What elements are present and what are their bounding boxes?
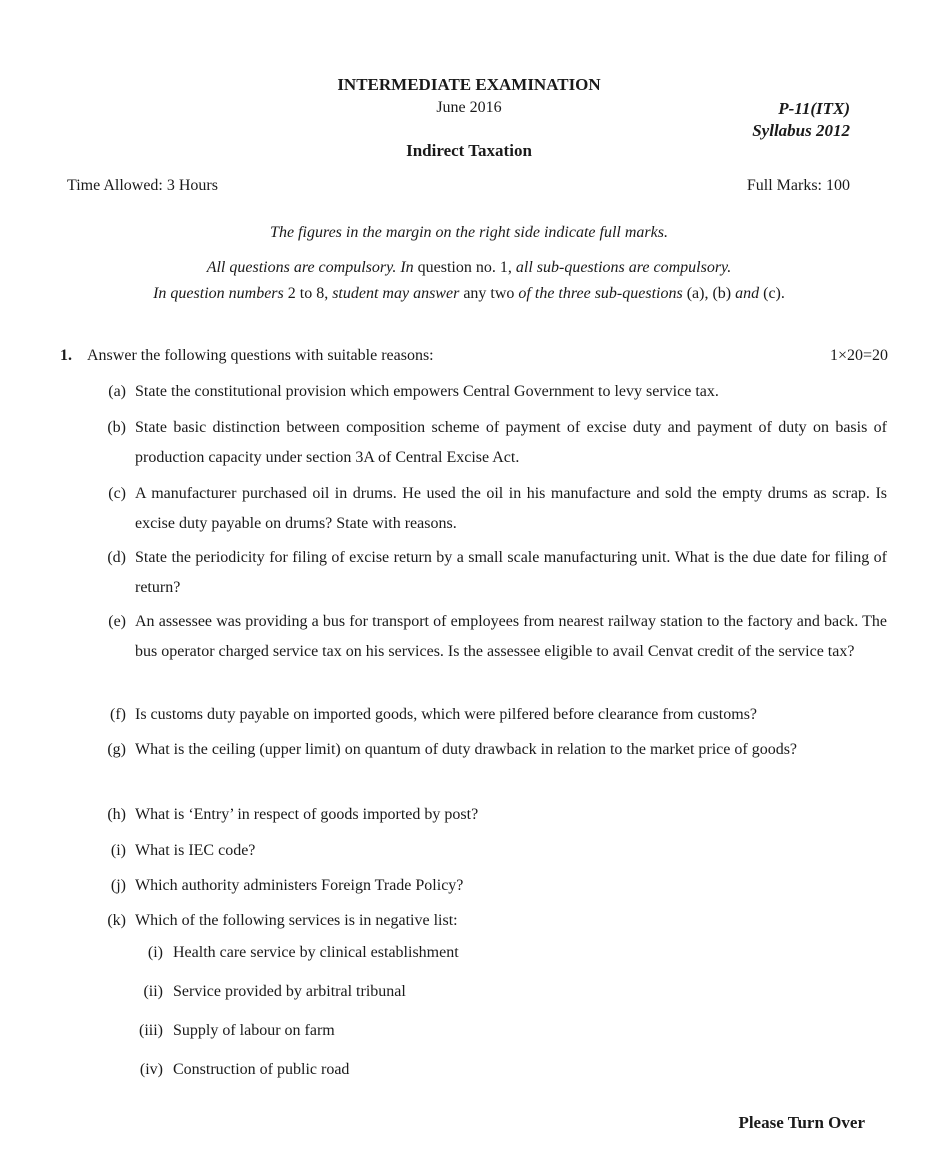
sub-label: (c) bbox=[108, 485, 126, 502]
option-label: (i) bbox=[147, 944, 163, 961]
please-turn-over: Please Turn Over bbox=[738, 1113, 865, 1132]
time-allowed: Time Allowed: 3 Hours bbox=[67, 177, 218, 194]
sub-question: Which of the following services is in negative list: bbox=[135, 912, 458, 929]
sub-question: State the constitutional provision which empowers Central Government to levy service tax. bbox=[135, 383, 719, 400]
sub-label: (a) bbox=[108, 383, 126, 400]
instr2-a: All questions are compulsory. bbox=[206, 259, 397, 276]
instr3-c: student may answer bbox=[332, 285, 464, 302]
instr3-g: and bbox=[735, 285, 764, 302]
option-label: (iv) bbox=[139, 1061, 163, 1078]
sub-question: Which authority administers Foreign Trade Policy? bbox=[135, 877, 464, 894]
subject-title: Indirect Taxation bbox=[406, 141, 532, 160]
option-item: Construction of public road bbox=[173, 1061, 350, 1078]
instr3-e: of the three sub-questions bbox=[518, 285, 687, 302]
sub-label: (i) bbox=[110, 842, 126, 859]
instr3-a: In question numbers bbox=[153, 285, 288, 302]
exam-session: June 2016 bbox=[436, 99, 502, 116]
sub-label: (f) bbox=[110, 706, 126, 723]
question-number: 1. bbox=[60, 347, 72, 364]
sub-label: (g) bbox=[107, 741, 126, 758]
instr3-d: any two bbox=[463, 285, 519, 302]
syllabus: Syllabus 2012 bbox=[752, 121, 850, 140]
sub-question: State basic distinction between composition scheme of payment of excise duty and payment of duty on basis of production capacity under section 3A of Central Excise Act. bbox=[135, 419, 887, 466]
sub-question: State the periodicity for filing of excise return by a small scale manufacturing unit. What is the due date for filing of return? bbox=[135, 549, 887, 596]
instr3-h: (c). bbox=[763, 285, 785, 302]
sub-question: What is the ceiling (upper limit) on quantum of duty drawback in relation to the market price of goods? bbox=[135, 741, 798, 758]
full-marks: Full Marks: 100 bbox=[746, 177, 850, 194]
instruction-choice bbox=[0, 285, 938, 303]
sub-label: (k) bbox=[107, 912, 126, 929]
sub-label: (d) bbox=[107, 549, 126, 566]
instruction-compulsory bbox=[0, 259, 938, 277]
sub-label: (h) bbox=[107, 806, 126, 823]
option-item: Supply of labour on farm bbox=[173, 1022, 335, 1039]
option-item: Health care service by clinical establishment bbox=[173, 944, 459, 961]
instr2-c: question no. 1, bbox=[417, 259, 516, 276]
question-text: Answer the following questions with suitable reasons: bbox=[87, 347, 434, 364]
exam-title: INTERMEDIATE EXAMINATION bbox=[337, 75, 601, 94]
sub-question: An assessee was providing a bus for transport of employees from nearest railway station to the factory and back. The bus operator charged service tax on his services. Is the assessee eligible to avail Cenvat credit of the service tax? bbox=[135, 613, 887, 660]
sub-label: (e) bbox=[108, 613, 126, 630]
sub-question: What is ‘Entry’ in respect of goods imported by post? bbox=[135, 806, 479, 823]
instr3-b: 2 to 8, bbox=[287, 285, 333, 302]
instr2-d: all sub-questions are compulsory. bbox=[515, 259, 732, 276]
question-marks: 1×20=20 bbox=[829, 347, 888, 364]
option-label: (iii) bbox=[139, 1022, 163, 1039]
instr3-f: (a), (b) bbox=[686, 285, 736, 302]
sub-question: What is IEC code? bbox=[135, 842, 256, 859]
sub-label: (b) bbox=[107, 419, 126, 436]
option-item: Service provided by arbitral tribunal bbox=[173, 983, 406, 1000]
option-label: (ii) bbox=[143, 983, 163, 1000]
sub-label: (j) bbox=[110, 877, 126, 894]
sub-question: Is customs duty payable on imported goods, which were pilfered before clearance from customs? bbox=[135, 706, 758, 723]
instr2-b: In bbox=[396, 259, 418, 276]
sub-question: A manufacturer purchased oil in drums. He used the oil in his manufacture and sold the empty drums as scrap. Is excise duty payable on drums? State with reasons. bbox=[135, 485, 887, 532]
paper-code: P-11(ITX) bbox=[778, 99, 850, 118]
instruction-margin-marks: The figures in the margin on the right side indicate full marks. bbox=[270, 224, 668, 241]
